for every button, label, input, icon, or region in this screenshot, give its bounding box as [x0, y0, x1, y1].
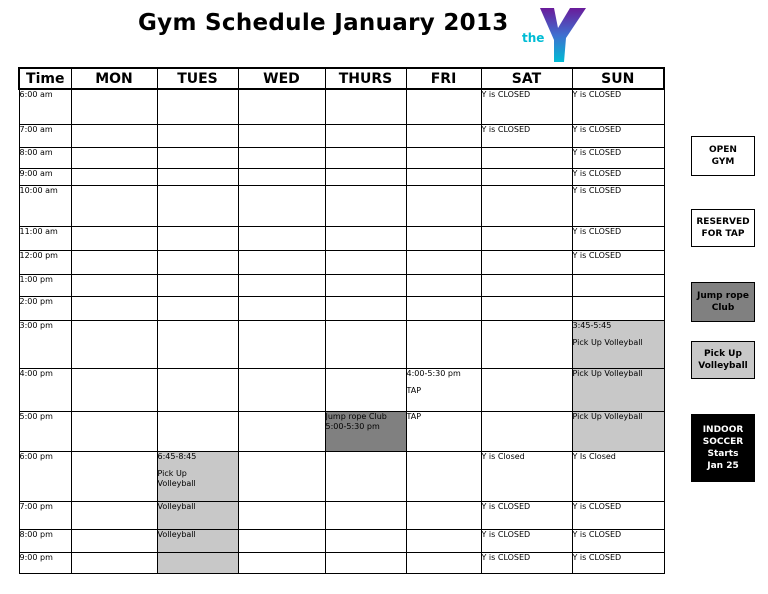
schedule-cell-tues — [157, 320, 238, 368]
event-text: Jump rope Club — [325, 411, 387, 421]
schedule-cell-thurs — [325, 274, 406, 296]
schedule-cell-tues — [157, 274, 238, 296]
legend-label: Club — [711, 303, 735, 313]
schedule-row — [19, 250, 664, 274]
schedule-cell-sat — [481, 552, 572, 573]
legend-label: Jump rope — [697, 291, 749, 301]
schedule-row — [19, 274, 664, 296]
schedule-cell-mon — [71, 250, 157, 274]
event-text: Y is CLOSED — [572, 250, 622, 260]
schedule-cell-wed — [238, 147, 325, 168]
schedule-cell-sat — [481, 451, 572, 501]
schedule-cell-sun — [572, 296, 664, 320]
schedule-cell-sat — [481, 185, 572, 226]
schedule-cell-fri — [406, 147, 481, 168]
schedule-cell-wed — [238, 501, 325, 529]
schedule-row — [19, 147, 664, 168]
legend-label: Starts — [707, 449, 739, 459]
schedule-cell-tues — [157, 368, 238, 411]
schedule-cell-wed — [238, 226, 325, 250]
schedule-cell-fri — [406, 124, 481, 147]
schedule-row — [19, 529, 664, 552]
event-text: Y is CLOSED — [481, 501, 531, 511]
schedule-cell-fri — [406, 501, 481, 529]
schedule-row — [19, 226, 664, 250]
schedule-cell-mon — [71, 529, 157, 552]
event-text: 3:45-5:45 — [572, 320, 612, 330]
schedule-cell-mon — [71, 368, 157, 411]
schedule-cell-sun — [572, 250, 664, 274]
time-cell: 4:00 pm — [19, 368, 71, 411]
schedule-cell-thurs — [325, 411, 406, 451]
schedule-cell-thurs — [325, 296, 406, 320]
schedule-cell-wed — [238, 124, 325, 147]
column-header-fri: FRI — [406, 68, 481, 89]
schedule-cell-sun — [572, 226, 664, 250]
time-cell: 8:00 am — [19, 147, 71, 168]
schedule-cell-sun — [572, 368, 664, 411]
event-text: Y is CLOSED — [572, 185, 622, 195]
event-text: Volleyball — [157, 501, 196, 511]
event-text: Y is CLOSED — [572, 529, 622, 539]
schedule-cell-tues — [157, 226, 238, 250]
schedule-cell-sun — [572, 124, 664, 147]
schedule-cell-sun — [572, 529, 664, 552]
event-text: TAP — [406, 385, 422, 395]
schedule-cell-tues — [157, 552, 238, 573]
schedule-cell-mon — [71, 124, 157, 147]
schedule-cell-thurs — [325, 168, 406, 185]
schedule-cell-fri — [406, 185, 481, 226]
event-text: Y is CLOSED — [572, 226, 622, 236]
logo-the-text: the — [522, 31, 545, 45]
event-text: Y is CLOSED — [572, 552, 622, 562]
schedule-row — [19, 501, 664, 529]
schedule-cell-thurs — [325, 147, 406, 168]
event-text: Y is CLOSED — [481, 552, 531, 562]
time-cell: 9:00 pm — [19, 552, 71, 573]
schedule-cell-mon — [71, 226, 157, 250]
schedule-cell-sat — [481, 226, 572, 250]
event-text: Pick Up — [157, 468, 187, 478]
schedule-cell-sat — [481, 368, 572, 411]
column-header-time: Time — [19, 68, 71, 89]
schedule-cell-fri — [406, 250, 481, 274]
schedule-cell-thurs — [325, 250, 406, 274]
column-header-wed: WED — [238, 68, 325, 89]
event-text: Y is CLOSED — [481, 124, 531, 134]
legend-label: SOCCER — [702, 437, 744, 447]
legend-label: FOR TAP — [701, 229, 745, 239]
time-cell: 7:00 am — [19, 124, 71, 147]
ymca-logo — [520, 6, 592, 64]
time-cell: 5:00 pm — [19, 411, 71, 451]
schedule-cell-tues — [157, 411, 238, 451]
event-text: Y is CLOSED — [481, 529, 531, 539]
schedule-cell-sun — [572, 451, 664, 501]
schedule-cell-tues — [157, 250, 238, 274]
legend-label: RESERVED — [696, 217, 750, 227]
schedule-cell-mon — [71, 296, 157, 320]
event-text: Y is CLOSED — [572, 90, 622, 99]
schedule-row — [19, 451, 664, 501]
schedule-cell-tues — [157, 296, 238, 320]
schedule-cell-tues — [157, 147, 238, 168]
schedule-cell-fri — [406, 529, 481, 552]
schedule-cell-wed — [238, 320, 325, 368]
schedule-cell-mon — [71, 274, 157, 296]
schedule-cell-wed — [238, 274, 325, 296]
schedule-cell-mon — [71, 552, 157, 573]
schedule-cell-sat — [481, 274, 572, 296]
legend-label: OPEN — [709, 145, 737, 155]
schedule-cell-mon — [71, 411, 157, 451]
column-header-tues: TUES — [157, 68, 238, 89]
schedule-cell-tues — [157, 529, 238, 552]
schedule-row — [19, 320, 664, 368]
time-cell: 3:00 pm — [19, 320, 71, 368]
legend-label: INDOOR — [702, 425, 744, 435]
legend-label: Pick Up — [704, 349, 742, 359]
legend-item — [691, 341, 755, 379]
event-text: Y is CLOSED — [572, 168, 622, 178]
schedule-cell-sat — [481, 501, 572, 529]
schedule-cell-fri — [406, 368, 481, 411]
schedule-cell-wed — [238, 411, 325, 451]
event-text: Y is CLOSED — [572, 124, 622, 134]
schedule-row — [19, 296, 664, 320]
event-text: 6:45-8:45 — [157, 451, 197, 461]
schedule-cell-mon — [71, 320, 157, 368]
schedule-cell-sat — [481, 411, 572, 451]
schedule-cell-sun — [572, 89, 664, 124]
column-header-sun: SUN — [572, 68, 664, 89]
schedule-cell-thurs — [325, 529, 406, 552]
schedule-row — [19, 411, 664, 451]
legend-label: GYM — [711, 157, 735, 167]
event-text: 5:00-5:30 pm — [325, 421, 380, 431]
schedule-cell-fri — [406, 226, 481, 250]
schedule-cell-tues — [157, 451, 238, 501]
schedule-cell-fri — [406, 552, 481, 573]
legend-item — [691, 282, 755, 322]
schedule-cell-mon — [71, 501, 157, 529]
time-cell: 1:00 pm — [19, 274, 71, 296]
time-cell: 8:00 pm — [19, 529, 71, 552]
schedule-cell-wed — [238, 529, 325, 552]
schedule-cell-sat — [481, 320, 572, 368]
event-text: Y is CLOSED — [481, 90, 531, 99]
schedule-cell-sat — [481, 147, 572, 168]
time-cell: 10:00 am — [19, 185, 71, 226]
schedule-cell-thurs — [325, 320, 406, 368]
schedule-row — [19, 552, 664, 573]
schedule-cell-sat — [481, 250, 572, 274]
schedule-cell-wed — [238, 368, 325, 411]
schedule-cell-sat — [481, 168, 572, 185]
schedule-cell-wed — [238, 168, 325, 185]
schedule-cell-sun — [572, 185, 664, 226]
schedule-cell-fri — [406, 274, 481, 296]
schedule-cell-mon — [71, 168, 157, 185]
schedule-row — [19, 124, 664, 147]
schedule-cell-sat — [481, 89, 572, 124]
schedule-cell-wed — [238, 451, 325, 501]
event-text: Y is Closed — [481, 451, 525, 461]
legend-item — [691, 414, 755, 482]
time-cell: 6:00 pm — [19, 451, 71, 501]
event-text: TAP — [406, 411, 422, 421]
column-header-sat: SAT — [481, 68, 572, 89]
schedule-cell-thurs — [325, 501, 406, 529]
schedule-cell-fri — [406, 89, 481, 124]
schedule-cell-wed — [238, 552, 325, 573]
event-text: Pick Up Volleyball — [572, 337, 643, 347]
schedule-cell-wed — [238, 296, 325, 320]
time-cell: 6:00 am — [19, 89, 71, 124]
schedule-cell-tues — [157, 89, 238, 124]
time-cell: 7:00 pm — [19, 501, 71, 529]
schedule-cell-mon — [71, 451, 157, 501]
schedule-cell-tues — [157, 124, 238, 147]
legend-item — [691, 209, 755, 247]
event-text: Pick Up Volleyball — [572, 411, 643, 421]
schedule-cell-mon — [71, 89, 157, 124]
time-cell: 2:00 pm — [19, 296, 71, 320]
schedule-cell-thurs — [325, 552, 406, 573]
schedule-cell-sun — [572, 411, 664, 451]
schedule-cell-thurs — [325, 89, 406, 124]
schedule-cell-tues — [157, 501, 238, 529]
schedule-row — [19, 168, 664, 185]
schedule-cell-sun — [572, 552, 664, 573]
legend-label: Volleyball — [698, 361, 748, 371]
schedule-cell-fri — [406, 296, 481, 320]
schedule-row — [19, 89, 664, 124]
event-text: Pick Up Volleyball — [572, 368, 643, 378]
schedule-cell-sun — [572, 147, 664, 168]
time-cell: 12:00 pm — [19, 250, 71, 274]
legend-item — [691, 136, 755, 176]
schedule-row — [19, 368, 664, 411]
schedule-cell-wed — [238, 250, 325, 274]
schedule-cell-sat — [481, 124, 572, 147]
schedule-cell-tues — [157, 168, 238, 185]
schedule-cell-fri — [406, 320, 481, 368]
schedule-cell-thurs — [325, 124, 406, 147]
schedule-cell-sun — [572, 501, 664, 529]
schedule-cell-thurs — [325, 185, 406, 226]
schedule-cell-fri — [406, 168, 481, 185]
schedule-cell-fri — [406, 451, 481, 501]
time-cell: 11:00 am — [19, 226, 71, 250]
schedule-cell-sat — [481, 296, 572, 320]
column-header-thurs: THURS — [325, 68, 406, 89]
schedule-cell-mon — [71, 185, 157, 226]
schedule-cell-fri — [406, 411, 481, 451]
event-text: Y is CLOSED — [572, 147, 622, 157]
schedule-table — [18, 67, 665, 574]
schedule-cell-thurs — [325, 368, 406, 411]
event-text: Volleyball — [157, 478, 196, 488]
schedule-row — [19, 185, 664, 226]
schedule-cell-wed — [238, 185, 325, 226]
schedule-cell-wed — [238, 89, 325, 124]
schedule-cell-sun — [572, 168, 664, 185]
schedule-cell-thurs — [325, 226, 406, 250]
schedule-cell-mon — [71, 147, 157, 168]
schedule-cell-sat — [481, 529, 572, 552]
event-text: Volleyball — [157, 529, 196, 539]
schedule-cell-sun — [572, 320, 664, 368]
schedule-cell-tues — [157, 185, 238, 226]
schedule-cell-thurs — [325, 451, 406, 501]
legend-label: Jan 25 — [707, 461, 739, 471]
time-cell: 9:00 am — [19, 168, 71, 185]
event-text: Y is CLOSED — [572, 501, 622, 511]
page-title: Gym Schedule January 2013 — [138, 10, 509, 36]
event-text: 4:00-5:30 pm — [406, 368, 461, 378]
schedule-cell-sun — [572, 274, 664, 296]
event-text: Y Is Closed — [572, 451, 616, 461]
column-header-mon: MON — [71, 68, 157, 89]
